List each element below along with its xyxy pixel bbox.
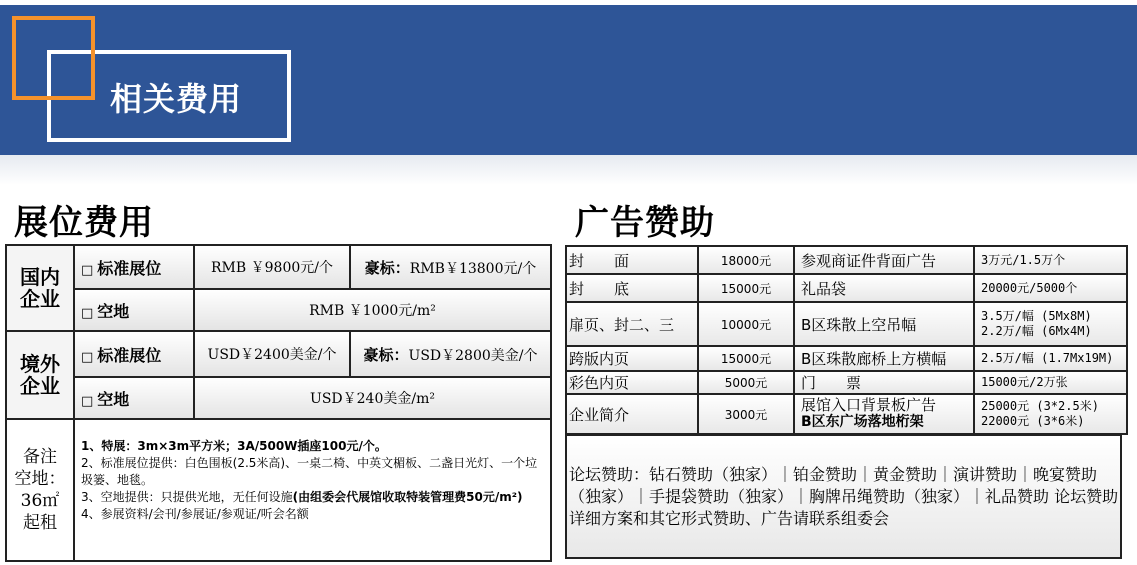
ad-price: 10000元 <box>698 302 794 346</box>
accent-frame <box>12 16 95 100</box>
ad-price: 15000元/2万张 <box>974 371 1127 394</box>
checkbox-icon: □ <box>81 393 94 409</box>
ad-price: 2.5万/幅 (1.7Mx19M) <box>974 346 1127 371</box>
booth-fee-table <box>5 244 552 562</box>
premium-price-cell: 豪标：USD￥2800美金/个 <box>350 331 551 377</box>
ad-item: 参观商证件背面广告 <box>794 246 974 274</box>
price-cell: USD￥2400美金/个 <box>194 331 350 377</box>
premium-price-cell: 豪标：RMB￥13800元/个 <box>350 245 551 289</box>
ad-item: 封 底 <box>566 274 698 302</box>
checkbox-icon: □ <box>81 305 94 321</box>
ad-item: B区珠散上空吊幅 <box>794 302 974 346</box>
ad-price: 5000元 <box>698 371 794 394</box>
ad-price: 3万元/1.5万个 <box>974 246 1127 274</box>
ad-sponsor-heading: 广告赞助 <box>575 203 715 243</box>
ad-item: B区珠散廊桥上方横幅 <box>794 346 974 371</box>
ad-item: 展馆入口背景板广告 B区东广场落地桁架 <box>794 394 974 434</box>
ad-price: 15000元 <box>698 274 794 302</box>
ad-item: 门 票 <box>794 371 974 394</box>
booth-type-standard: □ 标准展位 <box>74 331 194 377</box>
ad-item: 封 面 <box>566 246 698 274</box>
price-cell: RMB ￥1000元/m² <box>194 289 551 331</box>
overseas-group-label: 境外 企业 <box>6 331 74 419</box>
ad-item: 跨版内页 <box>566 346 698 371</box>
ad-price: 25000元 (3*2.5米) 22000元 (3*6米) <box>974 394 1127 434</box>
booth-fee-heading: 展位费用 <box>14 203 154 243</box>
ad-price: 3.5万/幅 (5Mx8M) 2.2万/幅 (6Mx4M) <box>974 302 1127 346</box>
page-title: 相关费用 <box>110 80 243 118</box>
ad-price: 18000元 <box>698 246 794 274</box>
notes-content: 1、特展：3m×3m平方米；3A/500W插座100元/个。 2、标准展位提供：白色围板(2.5米高)、一桌二椅、中英文楣板、二盏日光灯、一个垃圾篓、地毯。 3、空地提供：只提供光地，无任何设施(由组委会代展馆收取特装管理费50元/m²) 4、参展资料/会刊/参展证/参观证/听会名额 <box>74 419 551 561</box>
domestic-group-label: 国内 企业 <box>6 245 74 331</box>
ad-item: 礼品袋 <box>794 274 974 302</box>
ad-price: 20000元/5000个 <box>974 274 1127 302</box>
ad-item: 彩色内页 <box>566 371 698 394</box>
booth-type-standard: □ 标准展位 <box>74 245 194 289</box>
forum-sponsor-note: 论坛赞助：钻石赞助（独家）｜铂金赞助｜黄金赞助｜演讲赞助｜晚宴赞助（独家）｜手提袋赞助（独家）｜胸牌吊绳赞助（独家）｜礼品赞助 论坛赞助详细方案和其它形式赞助、广告请联系组委会 <box>565 434 1122 559</box>
ad-item: 扉页、封二、三 <box>566 302 698 346</box>
notes-label: 备注 空地： 36㎡ 起租 <box>6 419 74 561</box>
ad-price: 3000元 <box>698 394 794 434</box>
booth-type-space: □ 空地 <box>74 377 194 419</box>
price-cell: USD￥240美金/m² <box>194 377 551 419</box>
ad-item: 企业简介 <box>566 394 698 434</box>
checkbox-icon: □ <box>81 349 94 365</box>
booth-type-space: □ 空地 <box>74 289 194 331</box>
ad-price-table <box>565 245 1128 435</box>
price-cell: RMB ￥9800元/个 <box>194 245 350 289</box>
ad-price: 15000元 <box>698 346 794 371</box>
checkbox-icon: □ <box>81 262 94 278</box>
